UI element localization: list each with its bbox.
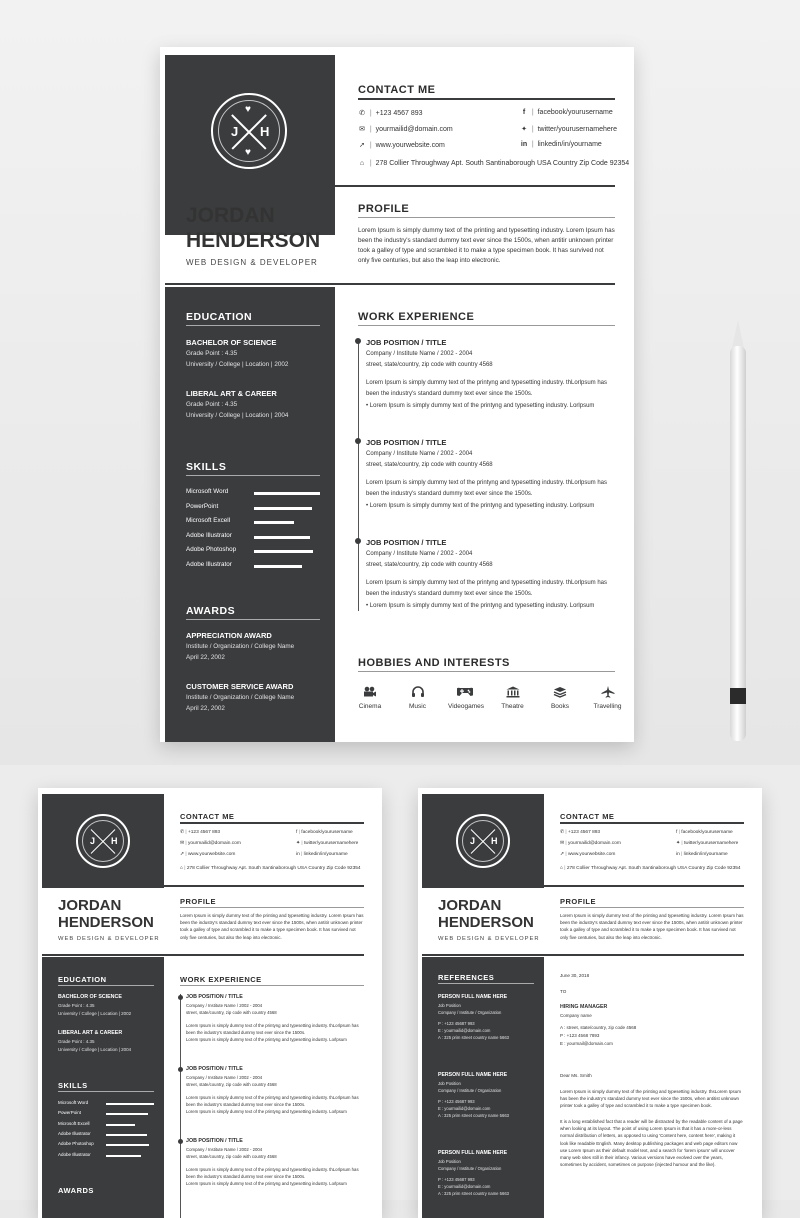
plane-icon — [591, 685, 625, 699]
contact-rule — [358, 98, 615, 100]
skill-name: Microsoft Word — [58, 1100, 89, 1105]
job-entry — [186, 993, 364, 1043]
contact-twitter: ✦ | twitter/yourusernamehere — [296, 841, 359, 846]
skill-bar — [254, 521, 294, 524]
education-item: BACHELOR OF SCIENCE Grade Point : 4.35 University / College | Location | 2002 — [186, 338, 289, 368]
reference-name: PERSON FULL NAME HERE — [438, 1150, 508, 1156]
contact-email: ✉ | yourmailid@domain.com — [359, 125, 453, 133]
first-name: JORDAN — [186, 204, 275, 227]
facebook-icon: f — [676, 830, 678, 835]
gamepad-icon — [448, 685, 482, 699]
job-title: JOB POSITION / TITLE — [366, 438, 447, 447]
contact-facebook: f | facebook/yourusername — [520, 109, 613, 116]
reference-address: A : 325 prim street country name 5663 — [438, 1035, 509, 1041]
sidebar-dark — [42, 957, 164, 1218]
header-dark-block — [42, 794, 164, 888]
hobby-label: Music — [409, 703, 426, 710]
first-name: JORDAN — [58, 897, 122, 914]
job-title: JOB POSITION / TITLE — [366, 338, 447, 347]
reference-phone: P : +123 45687 993 — [438, 1021, 475, 1027]
phone-icon: ✆ — [180, 830, 185, 835]
twitter-icon: ✦ — [521, 126, 527, 133]
job-address: street, state/country, zip code with country 4568 — [186, 1082, 277, 1088]
skill-bar — [106, 1144, 149, 1146]
letter-salutation: Dear Ms. Smith — [560, 1073, 592, 1078]
profile-heading: PROFILE — [358, 203, 410, 215]
skill-bar — [106, 1134, 147, 1136]
job-bullet-text: Lorem Ipsum is simply dummy text of the printyng and typesetting industry. Lorlpsum — [369, 403, 595, 410]
job-company: Company / Institute Name / 2002 - 2004 — [186, 1075, 263, 1080]
profile-rule — [560, 907, 744, 908]
skill-bar — [106, 1155, 141, 1157]
contact-heading: CONTACT ME — [358, 84, 436, 96]
resume-sheet-main — [160, 47, 634, 742]
hobbies-heading: HOBBIES AND INTERESTS — [358, 657, 510, 669]
job-bullet — [366, 501, 616, 512]
job-description: Lorem Ipsum is simply dummy text of the printyng and typesetting industry. thLorlpsum has been the industry's standard dummy text ever since the 1500s. — [186, 1166, 359, 1179]
contact-address: ⌂ | 278 Collier Throughway Apt. South Santinaborough USA Country Zip Code 92354 — [180, 866, 361, 871]
contact-website: ➚ | www.yourwebsite.com — [560, 852, 616, 857]
reference-position: Job Position — [438, 1158, 461, 1164]
job-entry — [186, 1137, 364, 1187]
reference-email: E : yourmailid@domain.com — [438, 1106, 491, 1112]
contact-email: ✉ | yourmailid@domain.com — [560, 841, 621, 846]
bullet-icon: • — [366, 503, 370, 510]
letter-recipient-org: Company name — [560, 1013, 592, 1018]
job-title: JOB POSITION / TITLE — [186, 994, 243, 1000]
skill-bar — [254, 507, 312, 510]
hobby-item — [543, 685, 577, 710]
contact-heading: CONTACT ME — [180, 812, 235, 821]
profile-heading: PROFILE — [560, 897, 597, 906]
skill-name: Adobe Illustrator — [186, 560, 232, 568]
reference-phone: P : +123 45687 993 — [438, 1099, 475, 1105]
job-title: JOB POSITION / TITLE — [186, 1066, 243, 1072]
hobbies-rule — [358, 671, 615, 672]
job-entry — [186, 1065, 364, 1115]
letter-recipient: HIRING MANAGER — [560, 1004, 608, 1010]
skill-name: Adobe Illustrator — [58, 1151, 91, 1157]
bullet-icon: • — [366, 603, 370, 610]
job-description: Lorem Ipsum is simply dummy text of the printyng and typesetting industry. thLorlpsum has been the industry's standard dummy text ever since the 1500s. — [186, 1094, 359, 1107]
hobby-item — [353, 685, 387, 710]
home-icon: ⌂ — [560, 866, 563, 871]
section-divider — [165, 283, 615, 285]
letter-paragraph-1: Lorem Ipsum is simply dummy text of the printing and typesetting industry. thsLorem Ipsum has been the industry's standard dummy text ever since the 1500s, when antitist unknown printer took a galley of type and scrambled it to make a type specimen book. — [560, 1089, 741, 1109]
skill-bar — [106, 1113, 148, 1115]
job-entry — [366, 436, 616, 512]
job-bullet: Lorem Ipsum is simply dummy text of the printyng and typesetting industry. Lorlpsum — [186, 1109, 347, 1115]
home-icon: ⌂ — [359, 160, 365, 167]
contact-phone: ✆ | +123 4567 893 — [359, 109, 423, 117]
skill-bar — [254, 565, 302, 568]
skill-name: Microsoft Excell — [58, 1120, 90, 1126]
initial-last: H — [491, 836, 498, 846]
twitter-icon: ✦ — [296, 841, 301, 846]
initial-first: J — [231, 124, 239, 139]
header-dark-block — [422, 794, 544, 888]
skill-name: Adobe Photoshop — [58, 1141, 94, 1147]
profile-text: Lorem Ipsum is simply dummy text of the printing and typesetting industry. Lorem Ipsum has been the industry's standard dummy text ever since the 1500s, when antitir unknown printer took a galley of type and scrambled it to make a type specimen book. It has survived not only five centuries, but also the leap into electronic. — [358, 227, 615, 265]
hobby-item — [496, 685, 530, 710]
education-rule — [186, 325, 320, 326]
profile-rule — [180, 907, 364, 908]
sidebar-dark — [165, 287, 335, 742]
contact-twitter: ✦ | twitter/yourusernamehere — [676, 841, 739, 846]
letter-to: TO — [560, 989, 567, 994]
education-item: LIBERAL ART & CAREER Grade Point : 4.35 University / College | Location | 2004 — [186, 389, 289, 419]
job-description: Lorem Ipsum is simply dummy text of the printyng and typesetting industry. thLorlpsum has been the industry's standard dummy text ever since the 1500s. — [366, 580, 607, 597]
job-address: street, state/country, zip code with country 4568 — [366, 561, 493, 568]
job-bullet — [366, 401, 616, 412]
job-company: Company / Institute Name / 2002 - 2004 — [366, 351, 473, 358]
skills-rule — [186, 475, 320, 476]
award-item: CUSTOMER SERVICE AWARD Institute / Organization / College Name April 22, 2002 — [186, 682, 295, 712]
last-name: HENDERSON — [58, 914, 154, 931]
cursor-icon: ➚ — [560, 852, 565, 857]
work-timeline — [180, 994, 181, 1218]
contact-phone: ✆ | +123 4567 893 — [180, 830, 221, 835]
education-heading: EDUCATION — [58, 975, 107, 984]
profile-text: Lorem Ipsum is simply dummy text of the printing and typesetting industry. Lorem Ipsum has been the industry's standard dummy text ever since the 1500s, when antitir unknown printer took a galley of type and scrambled it to make a type specimen book. It has survived not only five centuries, but also the leap into electronic. — [560, 913, 744, 940]
header-bottom-rule — [544, 885, 744, 887]
job-title: JOB POSITION / TITLE — [366, 538, 447, 547]
monogram-emblem — [211, 93, 287, 169]
work-timeline — [358, 339, 359, 611]
reference-name: PERSON FULL NAME HERE — [438, 1072, 508, 1078]
skills-heading: SKILLS — [58, 1081, 88, 1090]
section-divider — [422, 954, 744, 956]
job-address: street, state/country, zip code with country 4568 — [186, 1154, 277, 1160]
contact-website: ➚ | www.yourwebsite.com — [180, 852, 236, 857]
skill-bar — [106, 1103, 154, 1105]
job-company: Company / Institute Name / 2002 - 2004 — [366, 551, 473, 558]
job-bullet — [366, 601, 616, 612]
contact-linkedin: in | linkedin/in/yourname — [296, 852, 348, 857]
letter-paragraph-2: It is a long established fact that a reader will be distracted by the readable content of a page when looking at its layout. The point of using Lorem Ipsum is that it has a more-or-less normal distribution of letters, as opposed to using 'Content here, content here', making it look like readable English. Many desktop publishing packages and web page editors now use Lorem Ipsum as their default model text, and a search for 'lorem ipsum' will uncover many web sites still in their infancy. Various versions have evolved over the years, sometimes by accident, sometimes on purpose (injected humour and the like). — [560, 1119, 743, 1168]
hobby-item — [401, 685, 435, 710]
headphones-icon — [401, 685, 435, 699]
job-entry — [366, 336, 616, 412]
contact-email: ✉ | yourmailid@domain.com — [180, 841, 241, 846]
job-address: street, state/country, zip code with country 4568 — [366, 461, 493, 468]
job-bullet-text: Lorem Ipsum is simply dummy text of the printyng and typesetting industry. Lorlpsum — [369, 503, 595, 510]
contact-heading: CONTACT ME — [560, 812, 615, 821]
twitter-icon: ✦ — [676, 841, 681, 846]
contact-linkedin: in | linkedin/in/yourname — [676, 852, 728, 857]
linkedin-icon: in — [676, 852, 680, 857]
contact-website: ➚ | www.yourwebsite.com — [359, 141, 445, 149]
reference-org: Company / Institute / Organization — [438, 1087, 502, 1093]
cursor-icon: ➚ — [359, 142, 365, 149]
job-title: JOB POSITION / TITLE — [186, 1138, 243, 1144]
contact-facebook: f | facebook/yourusername — [676, 830, 733, 835]
skill-name: PowerPoint — [58, 1110, 82, 1116]
last-name: HENDERSON — [186, 229, 321, 252]
education-item: BACHELOR OF SCIENCE Grade Point : 4.35 University / College | Location | 2002 — [58, 994, 132, 1016]
timeline-dot — [355, 538, 361, 544]
hobby-label: Theatre — [501, 703, 524, 710]
education-item: LIBERAL ART & CAREER Grade Point : 4.35 University / College | Location | 2004 — [58, 1030, 132, 1052]
reference-email: E : yourmailid@domain.com — [438, 1028, 491, 1034]
contact-phone: ✆ | +123 4567 893 — [560, 830, 601, 835]
letter-address: A : street, state/country, zip code 4568 — [560, 1025, 637, 1030]
job-description: Lorem Ipsum is simply dummy text of the printyng and typesetting industry. thLorlpsum has been the industry's standard dummy text ever since the 1500s. — [186, 1022, 359, 1035]
heart-icon: ♥ — [245, 147, 251, 158]
camera-icon — [353, 685, 387, 699]
phone-icon: ✆ — [359, 110, 365, 117]
skill-name: Microsoft Word — [186, 488, 229, 495]
job-company: Company / Institute Name / 2002 - 2004 — [186, 1003, 263, 1008]
job-role: WEB DESIGN & DEVELOPER — [438, 936, 540, 942]
skill-bar — [254, 550, 313, 553]
skills-rule — [58, 1091, 154, 1092]
home-icon: ⌂ — [180, 866, 183, 871]
first-name: JORDAN — [438, 897, 502, 914]
skills-heading: SKILLS — [186, 461, 227, 473]
skill-name: Adobe Photoshop — [186, 546, 237, 553]
section-divider — [42, 954, 364, 956]
education-rule — [58, 985, 154, 986]
timeline-dot — [178, 1139, 183, 1144]
job-bullet: Lorem Ipsum is simply dummy text of the printyng and typesetting industry. Lorlpsum — [186, 1037, 347, 1043]
facebook-icon: f — [522, 109, 526, 116]
monogram-emblem — [456, 814, 510, 868]
monogram-emblem — [76, 814, 130, 868]
letter-phone: P : +123 4568 7893 — [560, 1033, 600, 1038]
contact-linkedin: in | linkedin/in/yourname — [520, 141, 602, 148]
awards-heading: AWARDS — [186, 605, 236, 617]
job-role: WEB DESIGN & DEVELOPER — [186, 258, 318, 267]
mail-icon: ✉ — [560, 841, 565, 846]
initial-first: J — [90, 836, 96, 846]
reference-position: Job Position — [438, 1080, 461, 1086]
references-heading: REFERENCES — [438, 973, 495, 982]
resume-sheet-page3 — [418, 788, 762, 1218]
awards-heading: AWARDS — [58, 1186, 94, 1195]
contact-rule — [560, 822, 744, 824]
work-heading: WORK EXPERIENCE — [358, 311, 475, 323]
work-heading: WORK EXPERIENCE — [180, 975, 262, 984]
hobby-item — [591, 685, 625, 710]
profile-rule — [358, 217, 615, 218]
reference-address: A : 325 prim street country name 5663 — [438, 1113, 509, 1119]
work-rule — [180, 985, 364, 986]
timeline-dot — [178, 1067, 183, 1072]
sidebar-dark — [422, 957, 544, 1218]
linkedin-icon: in — [520, 141, 528, 148]
hobby-item — [448, 685, 485, 710]
skill-bar — [254, 492, 320, 495]
facebook-icon: f — [296, 830, 298, 835]
job-address: street, state/country, zip code with country 4568 — [186, 1010, 277, 1016]
reference-item — [438, 993, 509, 1042]
work-rule — [358, 325, 615, 326]
mail-icon: ✉ — [180, 841, 185, 846]
hobby-label: Travelling — [593, 703, 622, 710]
phone-icon: ✆ — [560, 830, 565, 835]
contact-rule — [180, 822, 364, 824]
education-heading: EDUCATION — [186, 311, 253, 323]
initial-last: H — [111, 836, 118, 846]
reference-name: PERSON FULL NAME HERE — [438, 994, 508, 1000]
letter-date: June 30, 2018 — [560, 973, 590, 978]
timeline-dot — [355, 338, 361, 344]
job-bullet-text: Lorem Ipsum is simply dummy text of the printyng and typesetting industry. Lorlpsum — [369, 603, 595, 610]
heart-icon: ♥ — [245, 104, 251, 115]
hobby-label: Cinema — [358, 703, 382, 710]
job-company: Company / Institute Name / 2002 - 2004 — [186, 1147, 263, 1152]
linkedin-icon: in — [296, 852, 300, 857]
skill-bar — [254, 536, 310, 539]
reference-item — [438, 1149, 509, 1198]
header-bottom-rule — [335, 185, 615, 187]
profile-text: Lorem Ipsum is simply dummy text of the printing and typesetting industry. Lorem Ipsum has been the industry's standard dummy text ever since the 1500s, when antitir unknown printer took a galley of type and scrambled it to make a type specimen book. It has survived not only five centuries, but also the leap into electronic. — [180, 913, 364, 940]
initial-first: J — [470, 836, 476, 846]
award-item: APPRECIATION AWARD Institute / Organization / College Name April 22, 2002 — [186, 631, 295, 661]
contact-facebook: f | facebook/yourusername — [296, 830, 353, 835]
books-icon — [543, 685, 577, 699]
reference-org: Company / Institute / Organization — [438, 1165, 502, 1171]
job-description: Lorem Ipsum is simply dummy text of the printyng and typesetting industry. thLorlpsum has been the industry's standard dummy text ever since the 1500s. — [366, 480, 607, 497]
letter-email: E : yourmail@domain.com — [560, 1041, 613, 1046]
initial-last: H — [260, 124, 270, 139]
job-description: Lorem Ipsum is simply dummy text of the printyng and typesetting industry. thLorlpsum has been the industry's standard dummy text ever since the 1500s. — [366, 380, 607, 397]
awards-rule — [186, 619, 320, 620]
contact-address: ⌂ | 278 Collier Throughway Apt. South Santinaborough USA Country Zip Code 92354 — [560, 866, 741, 871]
stylus-pencil-image — [718, 318, 758, 748]
contact-twitter: ✦ | twitter/yourusernamehere — [521, 125, 617, 133]
hobby-label: Videogames — [448, 703, 485, 710]
mail-icon: ✉ — [359, 126, 365, 133]
job-address: street, state/country, zip code with country 4568 — [366, 361, 493, 368]
theatre-icon — [496, 685, 530, 699]
skill-bar — [106, 1124, 135, 1126]
last-name: HENDERSON — [438, 914, 534, 931]
reference-item — [438, 1071, 509, 1120]
skill-name: Adobe Illustrator — [58, 1130, 91, 1136]
skill-name: Microsoft Excell — [186, 517, 231, 524]
reference-email: E : yourmailid@domain.com — [438, 1184, 491, 1190]
reference-position: Job Position — [438, 1002, 461, 1008]
profile-heading: PROFILE — [180, 897, 217, 906]
references-rule — [438, 983, 534, 984]
job-bullet: Lorem Ipsum is simply dummy text of the printyng and typesetting industry. Lorlpsum — [186, 1181, 347, 1187]
hobby-label: Books — [550, 703, 570, 710]
contact-address: ⌂ | 278 Collier Throughway Apt. South Santinaborough USA Country Zip Code 92354 — [359, 160, 630, 167]
job-entry — [366, 536, 616, 612]
job-role: WEB DESIGN & DEVELOPER — [58, 936, 160, 942]
skill-name: PowerPoint — [186, 502, 219, 510]
reference-org: Company / Institute / Organization — [438, 1009, 502, 1015]
resume-sheet-page1 — [38, 788, 382, 1218]
header-bottom-rule — [164, 885, 364, 887]
bullet-icon: • — [366, 403, 370, 410]
job-company: Company / Institute Name / 2002 - 2004 — [366, 451, 473, 458]
cursor-icon: ➚ — [180, 852, 185, 857]
timeline-dot — [178, 995, 183, 1000]
timeline-dot — [355, 438, 361, 444]
skill-name: Adobe Illustrator — [186, 531, 232, 539]
reference-address: A : 325 prim street country name 5663 — [438, 1191, 509, 1197]
reference-phone: P : +123 45687 993 — [438, 1177, 475, 1183]
